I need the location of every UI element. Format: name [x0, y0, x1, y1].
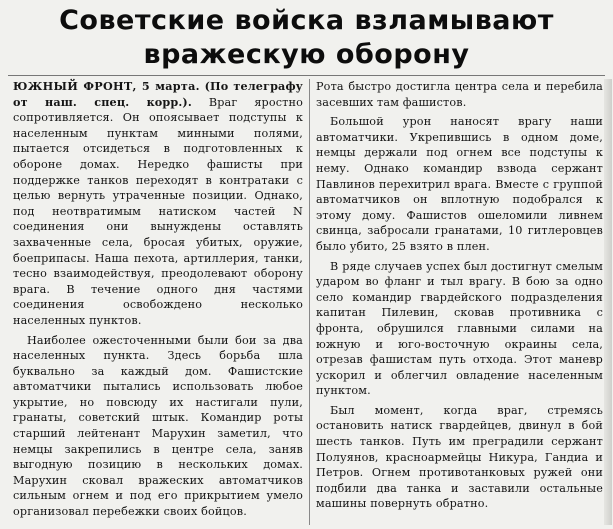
- headline-rule: [8, 75, 605, 76]
- left-column: [13, 79, 303, 524]
- left-paragraph-1-text: Враг яростно сопротивляется. Он опоясывает подступы к населенным пунктам минными полями, пытается отсидеться в подготовленных к обороне домах. Нередко фашисты при поддержке танков переходят в контратаки с целью вернуть утраченные позиции. Однако, под неотвратимым натиском частей N соединения они вынуждены оставлять захваченные села, бросая убитых, оружие, боеприпасы. Наша пехота, артиллерия, танки, тесно взаимодействуя, преодолевают оборону врага. В течение одного дня частями соединения освобождено несколько населенных пунктов.: [13, 95, 303, 327]
- agency-credit: (По телеграфу от наш. спец. корр.).: [13, 79, 303, 109]
- article-headline: [8, 4, 605, 72]
- right-paragraph-2: Большой урон наносят врагу наши автоматчики. Укрепившись в одном доме, немцы держали под огнем все подступы к нему. Однако командир взвода сержант Павлинов перехитрил врага. Вместе с группой автоматчиков он вплотную подобрался к этому дому. Фашистов ошеломили ливнем свинца, забросали гранатами, 10 гитлеровцев было убито, 25 взято в плен.: [316, 115, 603, 253]
- left-paragraph-2: Наиболее ожесточенными были бои за два населенных пункта. Здесь борьба шла буквально за каждый дом. Фашистские автоматчики пытались использовать любое укрытие, но повсюду их настигали пули, гранаты, советский штык. Командир роты старший лейтенант Марухин заметил, что немцы закрепились в центре села, заняв выгодную позицию в нескольких домах. Марухин сковал вражеских автоматчиков сильным огнем и под его прикрытием умело организовал перебежки своих бойцов.: [13, 333, 303, 519]
- right-paragraph-1: Рота быстро достигла центра села и перебила засевших там фашистов.: [316, 80, 603, 109]
- page-edge: [604, 79, 612, 525]
- left-paragraph-1: [13, 79, 303, 329]
- right-paragraph-3: В ряде случаев успех был достигнут смелым ударом во фланг и тыл врагу. В бою за одно село командир гвардейского подразделения капитан Пилевин, сковав противника с фронта, обрушился главными силами на южную и юго-восточную окраины села, отрезав фашистам путь отхода. Этот маневр ускорил и облегчил овладение населенным пунктом.: [316, 259, 603, 398]
- right-paragraph-4: Был момент, когда враг, стремясь остановить натиск гвардейцев, двинул в бой шесть танков. Путь им преградили сержант Полуянов, красноармейцы Никура, Гандиа и Петров. Огнем противотанковых ружей они подбили два танка и заставили остальные машины повернуть обратно.: [316, 403, 603, 511]
- right-column: [316, 79, 603, 516]
- column-divider: [309, 79, 310, 525]
- dateline: ЮЖНЫЙ ФРОНТ, 5 марта.: [13, 79, 200, 93]
- headline-line-2: вражескую оборону: [143, 39, 470, 70]
- headline-line-1: Советские войска взламывают: [59, 5, 554, 36]
